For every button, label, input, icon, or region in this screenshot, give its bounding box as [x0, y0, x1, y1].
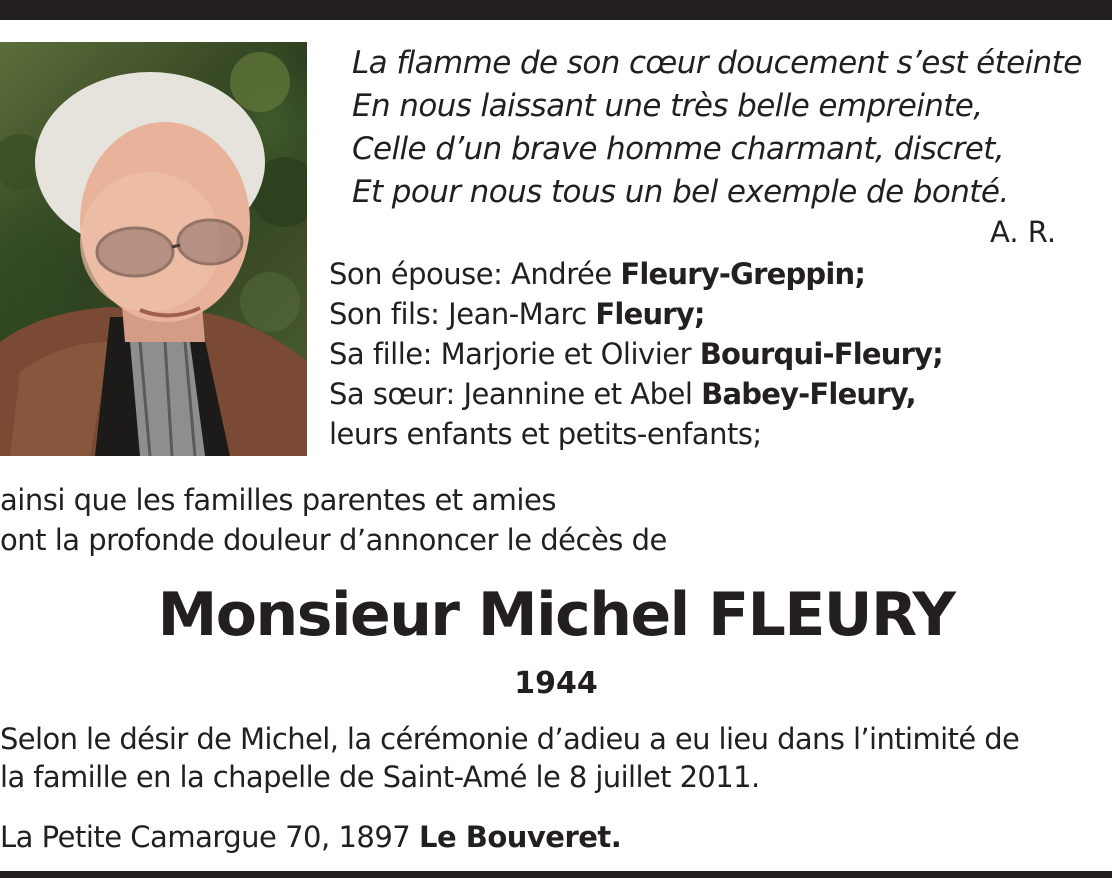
ceremony-line: la famille en la chapelle de Saint-Amé le 8 juillet 2011. [0, 760, 760, 794]
poem-line: La flamme de son cœur doucement s’est éteinte [352, 45, 1082, 81]
address-locality: Le Bouveret. [418, 820, 622, 854]
family-member [329, 374, 943, 414]
portrait-illustration [0, 42, 307, 456]
top-border-rule [0, 0, 1112, 20]
family-member-relation: Sa fille: Marjorie et Olivier [329, 337, 700, 371]
intro-line: ainsi que les familles parentes et amies [0, 483, 556, 517]
intro-line: ont la profonde douleur d’annoncer le décès de [0, 523, 667, 557]
portrait-photo [0, 42, 307, 456]
poem-line: Celle d’un brave homme charmant, discret, [352, 131, 1005, 167]
family-member-relation: Sa sœur: Jeannine et Abel [329, 377, 702, 411]
deceased-birth-year: 1944 [514, 666, 598, 701]
family-member [329, 334, 943, 374]
ceremony-notice [0, 720, 1112, 796]
family-member-surname: Bourqui-Fleury; [699, 337, 943, 371]
family-list [329, 254, 943, 454]
family-member-relation: Son épouse: Andrée [329, 257, 621, 291]
address-street: La Petite Camargue 70, 1897 [0, 820, 419, 854]
poem-line: Et pour nous tous un bel exemple de bonté. [352, 174, 1009, 210]
ceremony-line: Selon le désir de Michel, la cérémonie d’adieu a eu lieu dans l’intimité de [0, 722, 1020, 756]
poem-verse [352, 42, 1092, 214]
family-member-surname: Fleury-Greppin; [620, 257, 866, 291]
family-member-relation: Son fils: Jean-Marc [329, 297, 596, 331]
family-tail: leurs enfants et petits-enfants; [329, 417, 762, 451]
announcement-intro [0, 480, 667, 560]
bottom-border-rule [0, 871, 1112, 878]
family-address [0, 818, 621, 856]
family-member-surname: Fleury; [595, 297, 705, 331]
family-member [329, 294, 943, 334]
family-member [329, 254, 943, 294]
poem-line: En nous laissant une très belle empreinte, [352, 88, 983, 124]
family-member-surname: Babey-Fleury, [701, 377, 916, 411]
poem-author: A. R. [990, 215, 1057, 249]
deceased-name: Monsieur Michel FLEURY [157, 580, 955, 650]
